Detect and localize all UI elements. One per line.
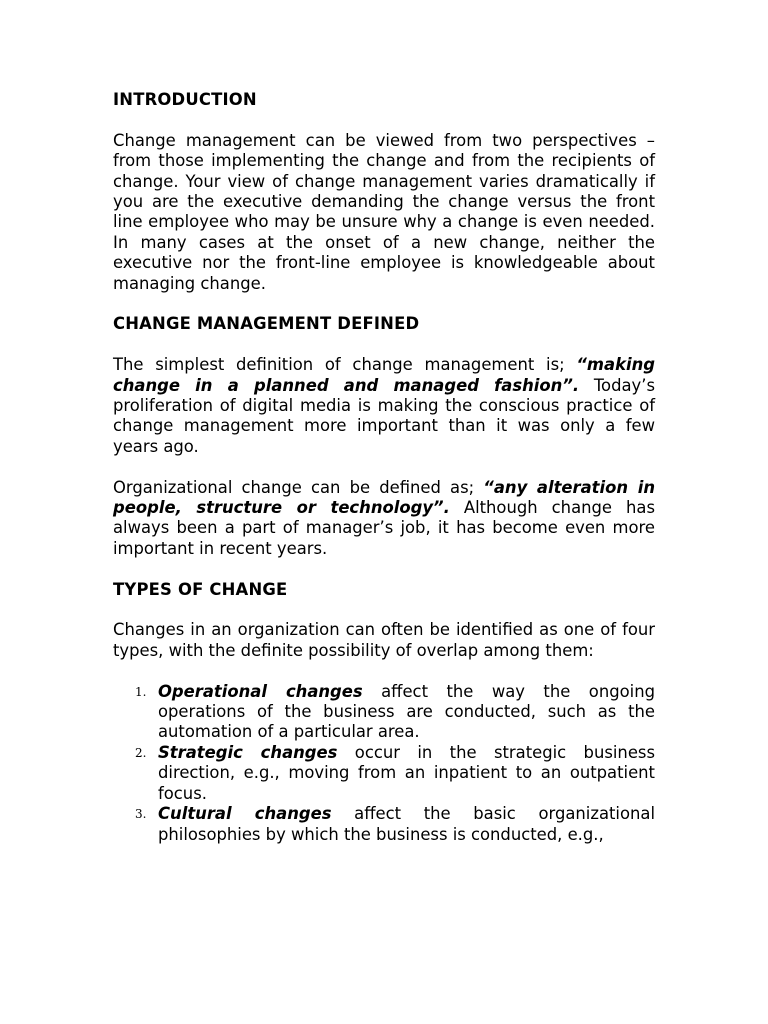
list-item-text: occur in the strategic business direction, e.g., moving from an inpatient to an outpatient focus. [158, 742, 655, 803]
list-item-text: affect the basic organizational philosophies by which the business is conducted, e.g., [158, 804, 655, 844]
intro-paragraph: Change management can be viewed from two perspectives – from those implementing the change and from the recipients of change. Your view of change management varies dramatically if you are the executive demanding the change versus the front line employee who may be unsure why a change is even needed. In many cases at the onset of a new change, neither the executive nor the front-line employee is knowledgeable about managing change. [113, 130, 655, 293]
org-change-text-lead: Organizational change can be defined as; [113, 477, 484, 497]
types-intro-paragraph: Changes in an organization can often be identified as one of four types, with the definite possibility of overlap among them: [113, 620, 655, 660]
document-body [113, 90, 655, 845]
definition-paragraph [113, 355, 655, 457]
list-item-term: Strategic changes [158, 742, 338, 762]
org-change-quote: “any alteration in people, structure or technology”. [113, 477, 655, 518]
section-heading-definition: CHANGE MANAGEMENT DEFINED [113, 314, 420, 334]
list-item-number: 3. [135, 807, 147, 822]
section-heading-types: TYPES OF CHANGE [113, 579, 288, 599]
definition-text-tail: Today’s proliferation of digital media is making the conscious practice of change management more important than it was only a few years ago. [113, 375, 655, 456]
organizational-change-paragraph [113, 478, 655, 560]
list-item-number: 2. [135, 745, 147, 760]
list-item-term: Operational changes [158, 681, 363, 701]
list-item-number: 1. [135, 684, 147, 699]
definition-text-lead: The simplest definition of change management is; [113, 355, 577, 375]
org-change-text-tail: Although change has always been a part of manager’s job, it has become even more important in recent years. [113, 498, 655, 558]
section-heading-introduction: INTRODUCTION [113, 90, 257, 109]
list-item-text: affect the way the ongoing operations of the business are conducted, such as the automation of a particular area. [158, 681, 655, 742]
list-item [113, 682, 655, 743]
definition-quote: “making change in a planned and managed fashion”. [113, 355, 655, 395]
types-list [113, 682, 655, 845]
list-item-term: Cultural changes [158, 804, 332, 824]
list-item [113, 743, 655, 804]
list-item [113, 804, 655, 845]
